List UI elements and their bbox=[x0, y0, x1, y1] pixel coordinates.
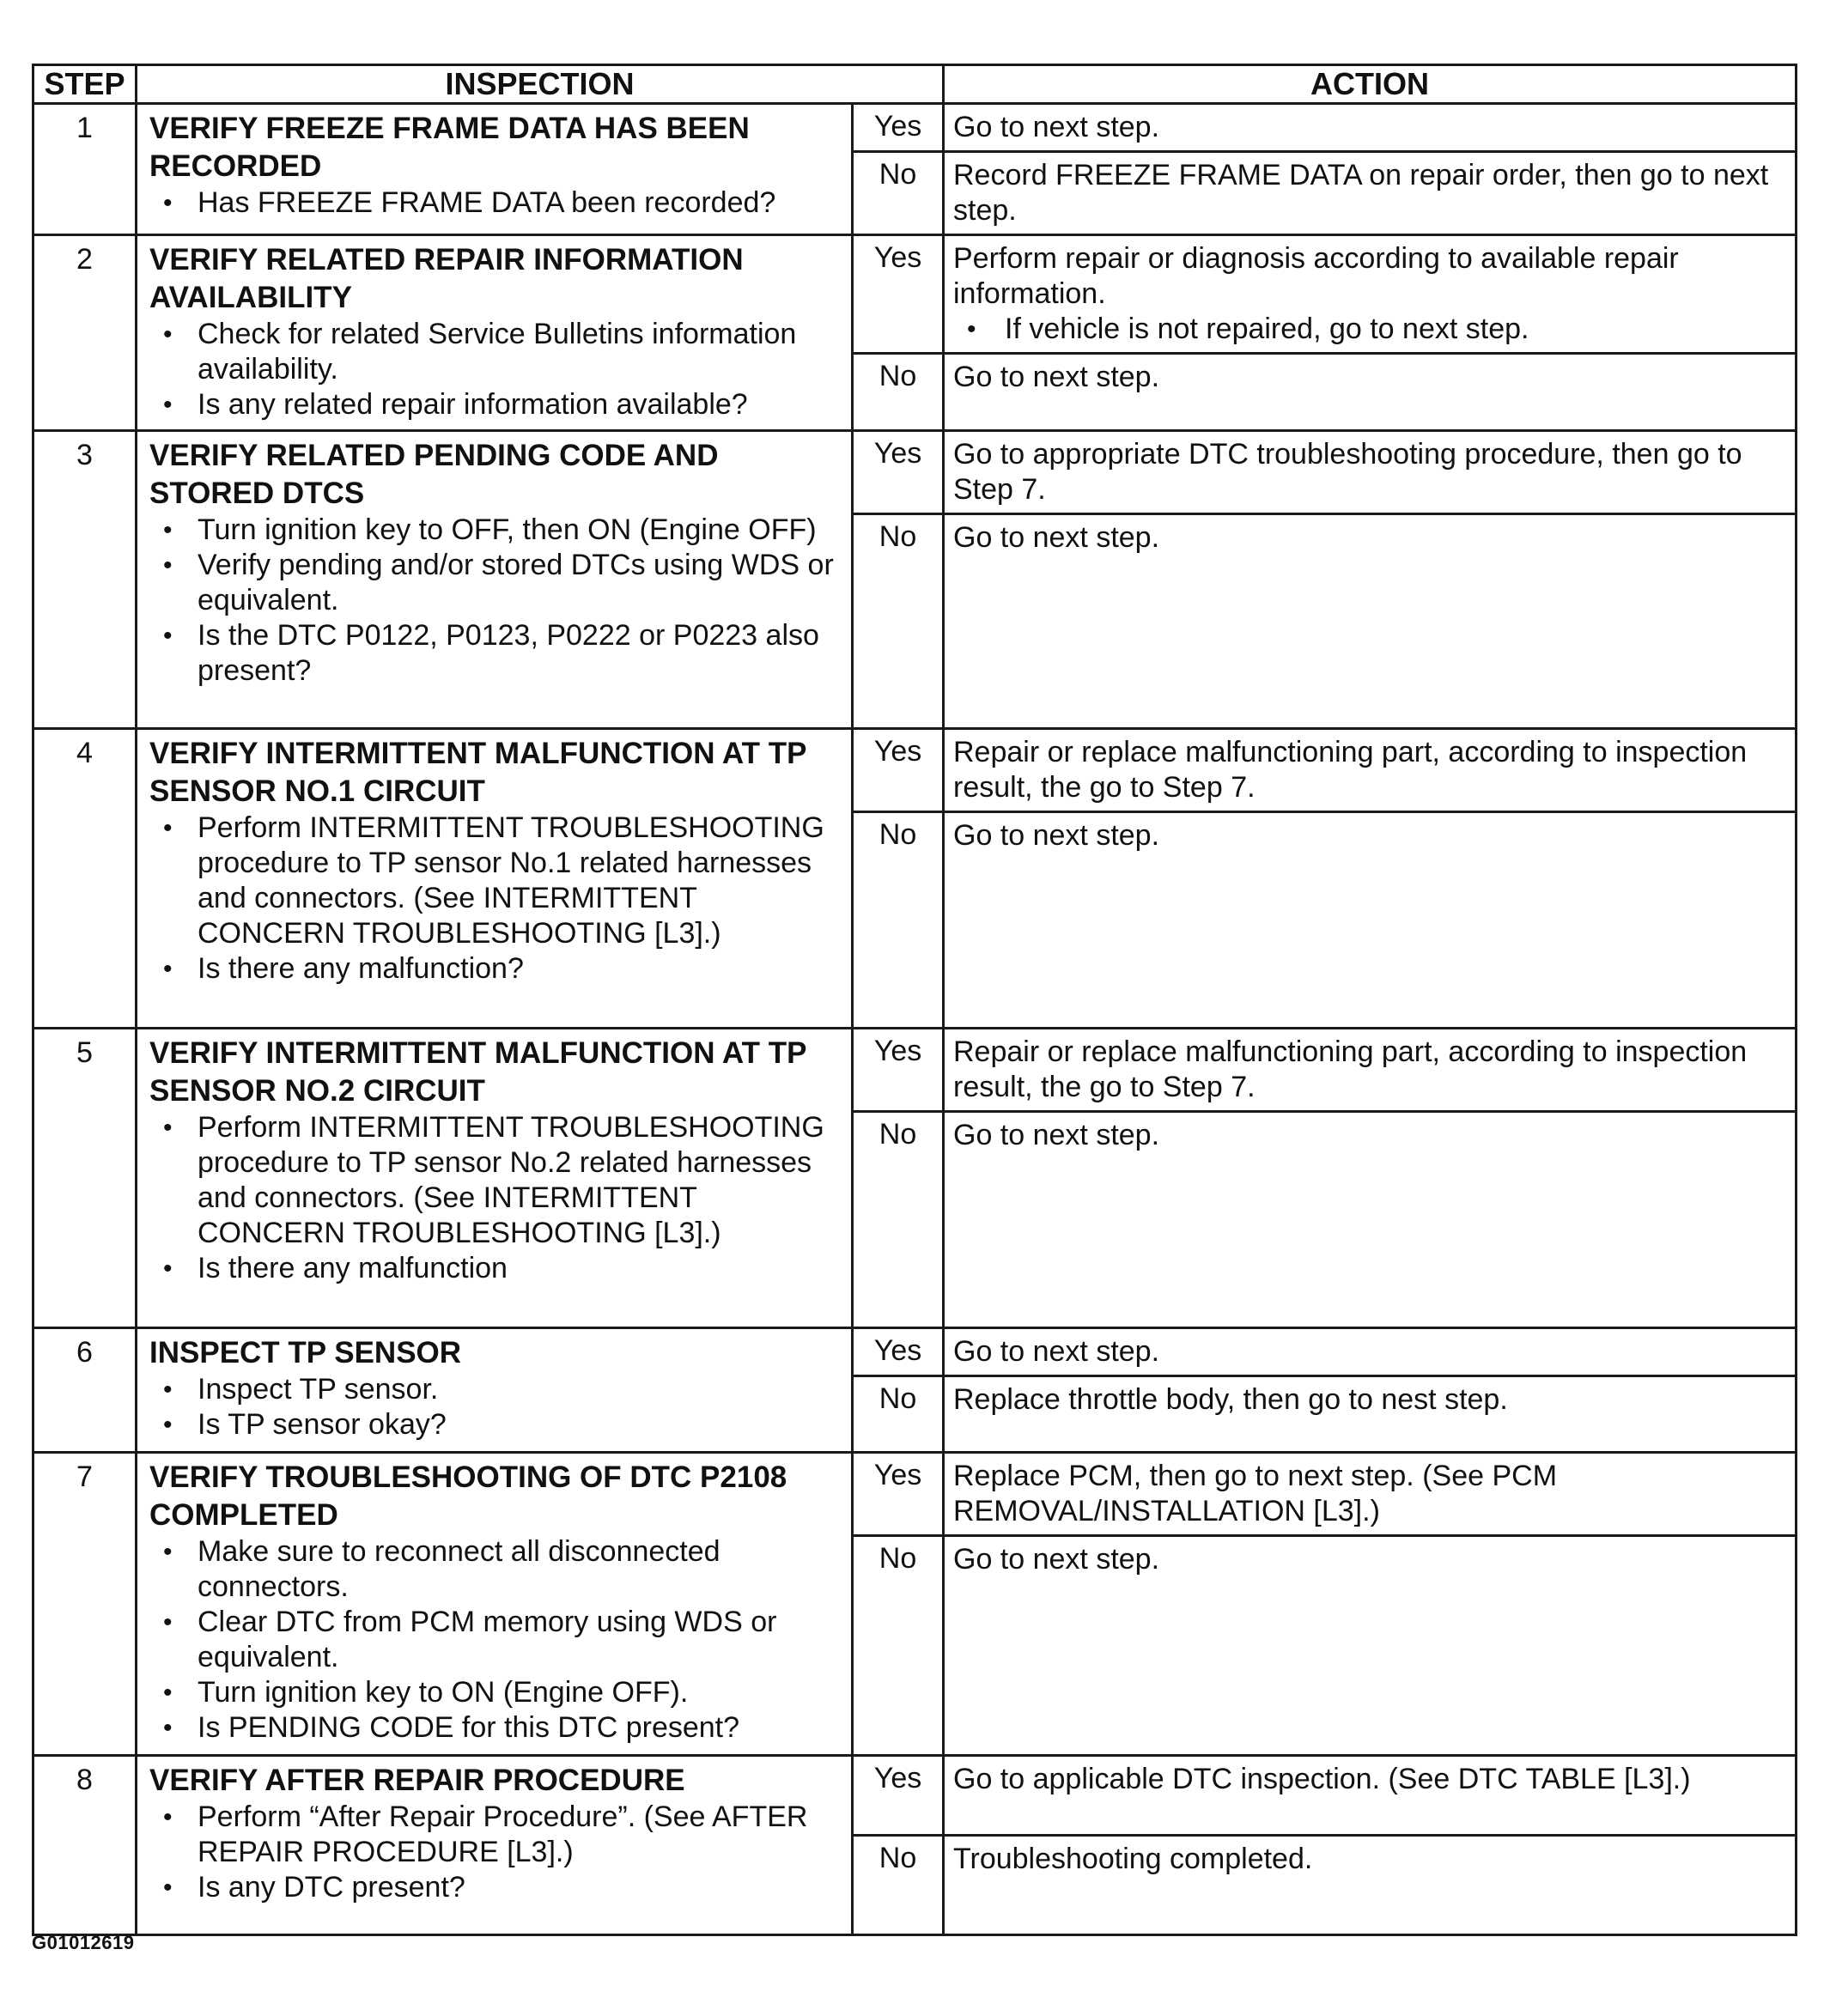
no-label: No bbox=[853, 152, 944, 235]
no-action-text: Go to next step. bbox=[953, 819, 1160, 852]
no-label: No bbox=[853, 1376, 944, 1453]
inspection-bullet: • Verify pending and/or stored DTCs using WDS or equivalent. bbox=[149, 548, 841, 618]
no-action bbox=[944, 1536, 1797, 1756]
no-action bbox=[944, 354, 1797, 431]
yes-action bbox=[944, 431, 1797, 514]
yes-action-text: Go to appropriate DTC troubleshooting procedure, then go to Step 7. bbox=[953, 438, 1742, 506]
inspection-column-header: INSPECTION bbox=[137, 65, 944, 104]
yes-label: Yes bbox=[853, 235, 944, 354]
inspection-bullet: • Turn ignition key to ON (Engine OFF). bbox=[149, 1675, 841, 1710]
step-row-7 bbox=[33, 1453, 1797, 1536]
inspection-bullet-list bbox=[149, 185, 841, 221]
no-action bbox=[944, 514, 1797, 729]
yes-action-text: Go to applicable DTC inspection. (See DTC TABLE [L3].) bbox=[953, 1763, 1691, 1795]
yes-label: Yes bbox=[853, 1328, 944, 1376]
inspection-bullet: • Perform INTERMITTENT TROUBLESHOOTING procedure to TP sensor No.2 related harnesses and connectors. (See INTERMITTENT CONCERN TROUBLESHOOTING [L3].) bbox=[149, 1110, 841, 1251]
yes-action-text: Go to next step. bbox=[953, 111, 1160, 143]
inspection-bullet: • Is any related repair information available? bbox=[149, 387, 841, 422]
no-label: No bbox=[853, 354, 944, 431]
no-label: No bbox=[853, 514, 944, 729]
step-column-header: STEP bbox=[33, 65, 137, 104]
inspection-cell bbox=[137, 1453, 853, 1756]
no-action-text: Go to next step. bbox=[953, 361, 1160, 393]
yes-action bbox=[944, 1328, 1797, 1376]
action-column-header: ACTION bbox=[944, 65, 1797, 104]
yes-label: Yes bbox=[853, 1756, 944, 1836]
inspection-title: VERIFY FREEZE FRAME DATA HAS BEEN RECORDED bbox=[149, 112, 750, 183]
inspection-title: VERIFY INTERMITTENT MALFUNCTION AT TP SENSOR NO.1 CIRCUIT bbox=[149, 737, 806, 808]
inspection-title: VERIFY AFTER REPAIR PROCEDURE bbox=[149, 1764, 685, 1797]
inspection-bullet-list bbox=[149, 1800, 841, 1905]
step-row-5 bbox=[33, 1029, 1797, 1112]
table-header-row bbox=[33, 65, 1797, 104]
inspection-title: INSPECT TP SENSOR bbox=[149, 1336, 462, 1369]
no-action-text: Go to next step. bbox=[953, 1119, 1160, 1151]
step-row-1 bbox=[33, 104, 1797, 152]
inspection-bullet: • Is the DTC P0122, P0123, P0222 or P0223 also present? bbox=[149, 618, 841, 689]
inspection-title: VERIFY INTERMITTENT MALFUNCTION AT TP SENSOR NO.2 CIRCUIT bbox=[149, 1036, 806, 1108]
yes-label: Yes bbox=[853, 431, 944, 514]
inspection-bullet: • Inspect TP sensor. bbox=[149, 1372, 841, 1407]
inspection-cell bbox=[137, 431, 853, 729]
no-action bbox=[944, 1376, 1797, 1453]
yes-label: Yes bbox=[853, 1029, 944, 1112]
inspection-cell bbox=[137, 1328, 853, 1453]
figure-id: G01012619 bbox=[32, 1932, 135, 1953]
inspection-bullet: • Clear DTC from PCM memory using WDS or equivalent. bbox=[149, 1605, 841, 1675]
inspection-cell bbox=[137, 235, 853, 431]
yes-label: Yes bbox=[853, 1453, 944, 1536]
step-row-3 bbox=[33, 431, 1797, 514]
inspection-title: VERIFY RELATED REPAIR INFORMATION AVAILABILITY bbox=[149, 243, 744, 314]
step-row-6 bbox=[33, 1328, 1797, 1376]
step-number: 5 bbox=[33, 1029, 137, 1328]
inspection-bullet: • Make sure to reconnect all disconnected connectors. bbox=[149, 1534, 841, 1605]
no-action-text: Replace throttle body, then go to nest step. bbox=[953, 1383, 1508, 1416]
inspection-bullet: • Check for related Service Bulletins information availability. bbox=[149, 317, 841, 387]
yes-action bbox=[944, 1756, 1797, 1836]
yes-action-text: Repair or replace malfunctioning part, according to inspection result, the go to Step 7. bbox=[953, 1035, 1748, 1103]
no-action bbox=[944, 152, 1797, 235]
step-row-4 bbox=[33, 729, 1797, 812]
inspection-bullet: • Turn ignition key to OFF, then ON (Engine OFF) bbox=[149, 513, 841, 548]
step-row-2 bbox=[33, 235, 1797, 354]
step-number: 2 bbox=[33, 235, 137, 431]
yes-action-text: Replace PCM, then go to next step. (See PCM REMOVAL/INSTALLATION [L3].) bbox=[953, 1460, 1558, 1527]
no-action-text: Troubleshooting completed. bbox=[953, 1843, 1313, 1875]
inspection-bullet-list bbox=[149, 513, 841, 689]
inspection-bullet-list bbox=[149, 317, 841, 422]
inspection-cell bbox=[137, 1756, 853, 1935]
no-action-text: Go to next step. bbox=[953, 1543, 1160, 1576]
no-action bbox=[944, 1112, 1797, 1328]
inspection-bullet: • Is TP sensor okay? bbox=[149, 1407, 841, 1442]
no-action bbox=[944, 812, 1797, 1029]
inspection-bullet: • Is PENDING CODE for this DTC present? bbox=[149, 1710, 841, 1746]
yes-label: Yes bbox=[853, 104, 944, 152]
inspection-cell bbox=[137, 1029, 853, 1328]
step-number: 7 bbox=[33, 1453, 137, 1756]
inspection-title: VERIFY RELATED PENDING CODE AND STORED DTCS bbox=[149, 439, 719, 510]
no-label: No bbox=[853, 1836, 944, 1935]
table-body bbox=[33, 104, 1797, 1935]
inspection-bullet-list bbox=[149, 811, 841, 987]
step-number: 3 bbox=[33, 431, 137, 729]
inspection-bullet: • Is there any malfunction bbox=[149, 1251, 841, 1286]
no-action bbox=[944, 1836, 1797, 1935]
inspection-bullet-list bbox=[149, 1110, 841, 1286]
inspection-title: VERIFY TROUBLESHOOTING OF DTC P2108 COMPLETED bbox=[149, 1460, 787, 1532]
step-number: 1 bbox=[33, 104, 137, 235]
yes-action-bullet: • If vehicle is not repaired, go to next step. bbox=[953, 312, 1786, 347]
step-row-8 bbox=[33, 1756, 1797, 1836]
inspection-bullet-list bbox=[149, 1534, 841, 1746]
yes-action bbox=[944, 104, 1797, 152]
inspection-bullet-list bbox=[149, 1372, 841, 1442]
no-label: No bbox=[853, 1536, 944, 1756]
yes-label: Yes bbox=[853, 729, 944, 812]
yes-action bbox=[944, 729, 1797, 812]
yes-action-text: Perform repair or diagnosis according to available repair information. bbox=[953, 242, 1679, 310]
inspection-bullet: • Is any DTC present? bbox=[149, 1870, 841, 1905]
diagnostic-table bbox=[32, 64, 1797, 1936]
step-number: 8 bbox=[33, 1756, 137, 1935]
yes-action bbox=[944, 1029, 1797, 1112]
yes-action-bullets bbox=[953, 312, 1786, 347]
step-number: 4 bbox=[33, 729, 137, 1029]
yes-action-text: Repair or replace malfunctioning part, according to inspection result, the go to Step 7. bbox=[953, 736, 1748, 804]
inspection-bullet: • Perform INTERMITTENT TROUBLESHOOTING procedure to TP sensor No.1 related harnesses and connectors. (See INTERMITTENT CONCERN TROUBLESHOOTING [L3].) bbox=[149, 811, 841, 951]
yes-action bbox=[944, 1453, 1797, 1536]
yes-action-text: Go to next step. bbox=[953, 1335, 1160, 1368]
no-action-text: Go to next step. bbox=[953, 521, 1160, 554]
no-action-text: Record FREEZE FRAME DATA on repair order, then go to next step. bbox=[953, 159, 1769, 227]
inspection-cell bbox=[137, 104, 853, 235]
no-label: No bbox=[853, 1112, 944, 1328]
inspection-bullet: • Has FREEZE FRAME DATA been recorded? bbox=[149, 185, 841, 221]
inspection-bullet: • Is there any malfunction? bbox=[149, 951, 841, 987]
inspection-cell bbox=[137, 729, 853, 1029]
step-number: 6 bbox=[33, 1328, 137, 1453]
yes-action bbox=[944, 235, 1797, 354]
no-label: No bbox=[853, 812, 944, 1029]
inspection-bullet: • Perform “After Repair Procedure”. (See AFTER REPAIR PROCEDURE [L3].) bbox=[149, 1800, 841, 1870]
